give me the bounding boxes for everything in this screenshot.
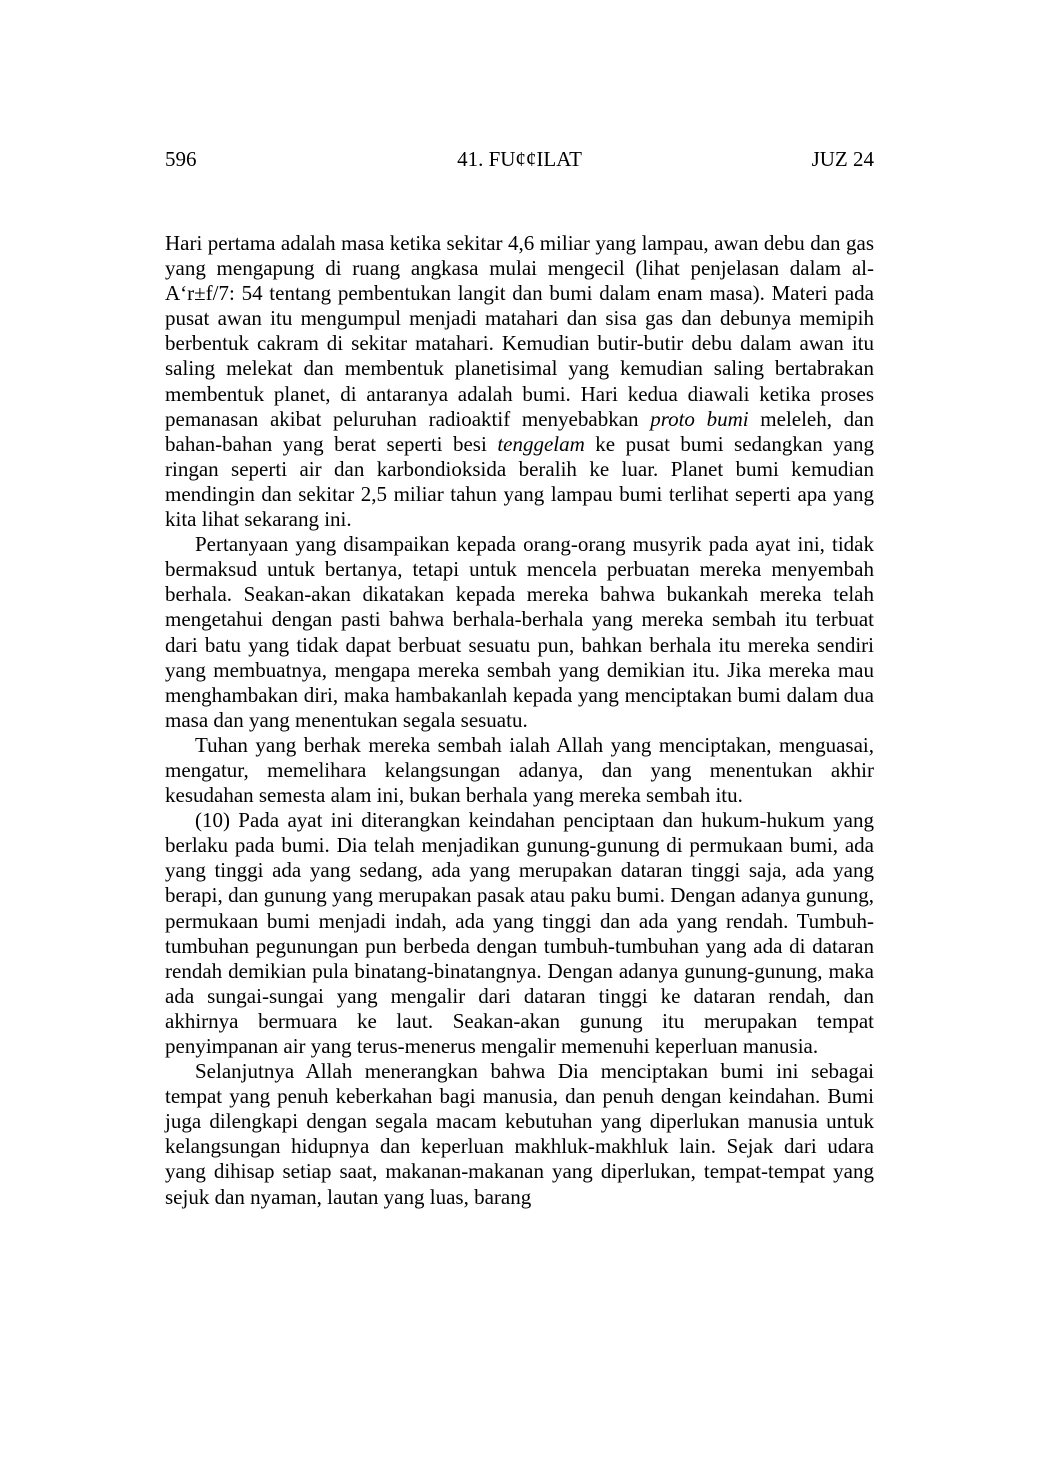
italic-term: tenggelam (497, 431, 585, 456)
paragraph-text: ke pusat bumi sedangkan yang ringan seperti air dan karbondioksida beralih ke luar. Planet bumi kemudian mendingin dan sekitar 2,5 miliar tahun yang lampau bumi terlihat seperti apa yang kita lihat sekarang ini. (165, 431, 874, 532)
juz-label: JUZ 24 (811, 147, 874, 171)
page-number: 596 (165, 147, 197, 171)
running-header (165, 144, 874, 174)
paragraph: Tuhan yang berhak mereka sembah ialah Allah yang menciptakan, menguasai, mengatur, memelihara kelangsungan adanya, dan yang menentukan akhir kesudahan semesta alam ini, bukan berhala yang mereka sembah itu. (165, 732, 874, 808)
italic-term: proto bumi (650, 406, 749, 431)
paragraph-text: Hari pertama adalah masa ketika sekitar 4,6 miliar yang lampau, awan debu dan gas yang mengapung di ruang angkasa mulai mengecil (lihat penjelasan dalam al-A‘r±f/7: 54 tentang pembentukan langit dan bumi dalam enam masa). Materi pada pusat awan itu mengumpul menjadi matahari dan sisa gas dan debunya memipih berbentuk cakram di sekitar matahari. Kemudian butir-butir debu dalam awan itu saling melekat dan membentuk planetisimal yang kemudian saling bertabrakan membentuk planet, di antaranya adalah bumi. Hari kedua diawali ketika proses pemanasan akibat peluruhan radioaktif menyebabkan (165, 231, 874, 431)
paragraph: Selanjutnya Allah menerangkan bahwa Dia menciptakan bumi ini sebagai tempat yang penuh keberkahan bagi manusia, dan penuh dengan keindahan. Bumi juga dilengkapi dengan segala macam kebutuhan yang diperlukan manusia untuk kelangsungan hidupnya dan keperluan makhluk-makhluk lain. Sejak dari udara yang dihisap setiap saat, makanan-makanan yang diperlukan, tempat-tempat yang sejuk dan nyaman, lautan yang luas, barang (165, 1059, 874, 1209)
paragraph (165, 231, 874, 532)
paragraph: Pertanyaan yang disampaikan kepada orang-orang musyrik pada ayat ini, tidak bermaksud untuk bertanya, tetapi untuk mencela perbuatan mereka menyembah berhala. Seakan-akan dikatakan kepada mereka bahwa bukankah mereka telah mengetahui dengan pasti bahwa berhala-berhala yang mereka sembah itu terbuat dari batu yang tidak dapat berbuat sesuatu pun, bahkan berhala itu mereka sendiri yang membuatnya, mengapa mereka sembah yang demikian itu. Jika mereka mau menghambakan diri, maka hambakanlah kepada yang menciptakan bumi dalam dua masa dan yang menentukan segala sesuatu. (165, 532, 874, 732)
body-text (165, 231, 874, 1210)
paragraph-text: meleleh, dan bahan-bahan yang berat seperti besi (165, 406, 874, 456)
chapter-title: 41. FU¢¢ILAT (457, 147, 582, 171)
paragraph: (10) Pada ayat ini diterangkan keindahan penciptaan dan hukum-hukum yang berlaku pada bumi. Dia telah menjadikan gunung-gunung di permukaan bumi, ada yang tinggi ada yang sedang, ada yang merupakan dataran tinggi saja, ada yang berapi, dan gunung yang merupakan pasak atau paku bumi. Dengan adanya gunung, permukaan bumi menjadi indah, ada yang tinggi dan ada yang rendah. Tumbuh-tumbuhan pegunungan pun berbeda dengan tumbuh-tumbuhan yang ada di dataran rendah demikian pula binatang-binatangnya. Dengan adanya gunung-gunung, maka ada sungai-sungai yang mengalir dari dataran tinggi ke dataran rendah, dan akhirnya bermuara ke laut. Seakan-akan gunung itu merupakan tempat penyimpanan air yang terus-menerus mengalir memenuhi keperluan manusia. (165, 808, 874, 1058)
